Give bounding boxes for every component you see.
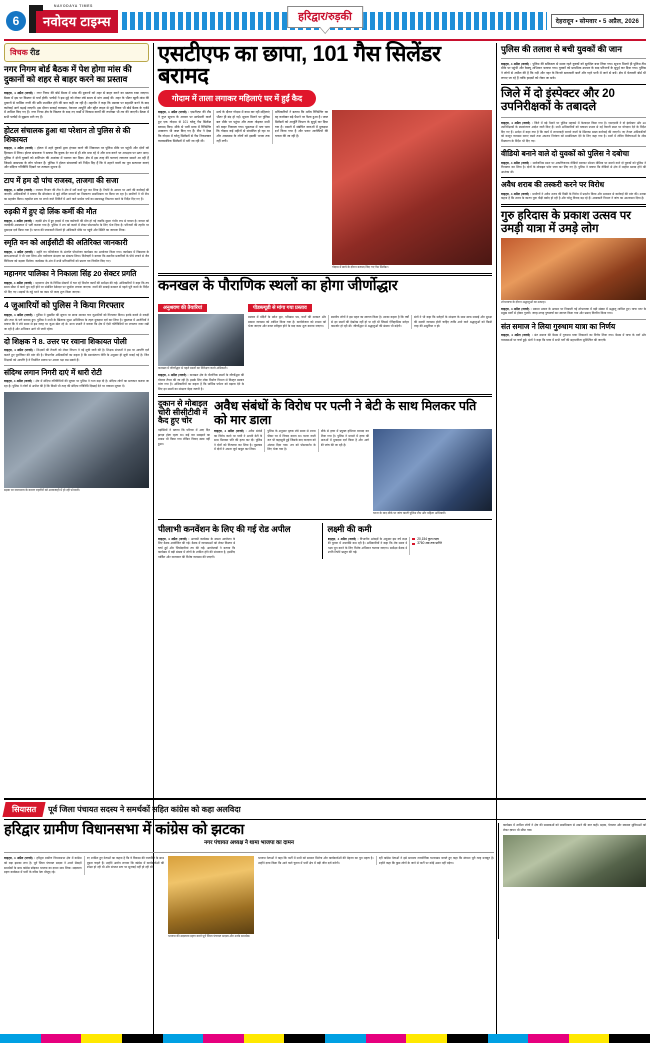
body-text: आगामी कार्यक्रम के सफल आयोजन के लिए बैठक आयोजित की गई। बैठक में व्यवस्थाओं को लेकर विस्तार से चर्चा हुई और जिम्मेदारियां तय की गईं। आयोजकों ने बताया कि कार्यक्रम में बड़ी संख्या में लोगों के शामिल होने की संभावना है, इसलिए पार्किंग और यातायात की विशेष व्यवस्था की जाएगी। bbox=[158, 536, 236, 559]
byline: बाइट्स, 4 अप्रैल (जनसे) : bbox=[501, 160, 532, 165]
color-swatch bbox=[203, 1034, 244, 1043]
left-story1-headline[interactable]: नगर निगम बोर्ड बैठक में पेश होगा मांस की दुकानों को शहर से बाहर करने का प्रस्ताव bbox=[4, 64, 132, 84]
divider bbox=[4, 852, 494, 853]
body-text: विभागीय आंकड़ों के अनुसार इस वर्ष लक्ष्य की तुलना में उपलब्धि कम रही है। अधिकारियों ने कहा कि शेष समय में लक्ष्य पूरा करने के लिए विशेष अभियान चलाया जाएगा। समीक्षा बैठक में प्रगति रिपोर्ट प्रस्तुत की गई। bbox=[327, 536, 408, 555]
left-story7-headline[interactable]: 4 जुआरियों को पुलिस ने किया गिरफ्तार bbox=[4, 300, 125, 311]
byline: बाइट्स, 4 अप्रैल (जनसे) : bbox=[4, 91, 36, 96]
color-swatch bbox=[81, 1034, 122, 1043]
body-text: संत समाज की बैठक में गुरुधाम यात्रा निकालने का निर्णय लिया गया। बैठक में यात्रा के मार्ग और व्यवस्थाओं पर चर्चा हुई। संतों ने कहा कि यात्रा में सभी वर्गों की सहभागिता सुनिश्चित की जाएगी। bbox=[501, 333, 646, 342]
bottom-right-photo bbox=[503, 835, 646, 887]
divider bbox=[158, 519, 492, 520]
body-text: पुलिस ने मुखबिर की सूचना पर छापा मारकर चार जुआरियों को गिरफ्तार किया। इनके कब्जे से नकदी और ताश के पत्ते बरामद हुए। पुलिस ने सभी के खिलाफ जुआ अधिनियम के तहत मुकदमा दर्ज कर लिया है। पूछताछ में आरोपियों ने बताया कि वे लंबे समय से इस जगह पर जुआ खेल रहे थे। थाना प्रभारी ने बताया कि क्षेत्र में ऐसी गतिविधियों पर लगातार नजर रखी जा रही है और अभियान आगे भी जारी रहेगा। bbox=[4, 312, 149, 331]
color-swatch bbox=[244, 1034, 285, 1043]
right-bottom-headline[interactable]: गुरु हरिदास के प्रकाश उत्सव पर उमड़ी यात्रा में उमड़े लोग bbox=[501, 209, 631, 235]
byline: बाइट्स, 4 अप्रैल (जनसे) : bbox=[501, 191, 532, 196]
logo-title: नवोदय टाइम्स bbox=[29, 10, 118, 33]
body-text: नगर निगम की बोर्ड बैठक में मांस की दुकानों को शहर से बाहर करने का प्रस्ताव रखा जाएगा। बैठक में इस पर विस्तार से चर्चा होगी। पार्षदों ने इस मुद्दे को लेकर लंबे समय से मांग उठाई थी। शहर के भीतर खुली मांस की दुकानों से धार्मिक नगरी की छवि प्रभावित होने की बात कही जा रही है। महापौर ने कहा कि प्रस्ताव पर सहमति बनने के बाद कार्रवाई आगे बढ़ाई जाएगी। इस दौरान सफाई व्यवस्था, पेयजल आपूर्ति और स्ट्रीट लाइट से जुड़े विषय भी बोर्ड बैठक के एजेंडे में शामिल किए गए हैं। नगर निगम क्षेत्र के विस्तार के बाद नए वार्डों में विकास कार्यों की रूपरेखा भी तय की जाएगी। बैठक में सभी पार्षदों से सुझाव मांगे गए हैं। bbox=[4, 91, 149, 120]
byline: बाइट्स, 4 अप्रैल (जनसे) : bbox=[4, 379, 35, 384]
divider bbox=[501, 319, 646, 320]
left-photo-caption: सड़क पर जलभराव के कारण राहगीरों को आवाजाही में हो रही परेशानी। bbox=[4, 487, 80, 492]
color-swatch bbox=[366, 1034, 407, 1043]
left-column-photo bbox=[4, 392, 149, 488]
lead-col-3: अधिकारियों ने बताया कि अवैध रिफिलिंग का यह कारोबार बड़े पैमाने पर फैला हुआ है। जब्त सिलेंडरों को आपूर्ति विभाग के सुपुर्द कर दिया गया है। मामले में संबंधित धाराओं में मुकदमा दर्ज किया गया है और फरार आरोपियों की तलाश की जा रही है। bbox=[274, 110, 328, 139]
center-mid-photo-caption: कनखल में जीर्णोद्धार से पहले स्थलों का निरीक्षण करते अधिकारी। bbox=[158, 366, 228, 371]
divider bbox=[501, 84, 646, 85]
divider bbox=[501, 204, 646, 207]
body-text: महानगर क्षेत्र के विभिन्न सेक्टरों में चल रहे निर्माण कार्यों की समीक्षा की गई। अधिकारियों ने कहा कि तय समय सीमा में कार्य पूरा नहीं होने पर संबंधित ठेकेदार पर जुर्माना लगाया जाएगा। नालों की सफाई बरसात से पहले पूरी करने के निर्देश भी दिए गए। सड़कों के गड्ढे भरने का काम भी जल्द शुरू किया जाएगा। bbox=[4, 280, 149, 294]
bottom-col-2: नए शामिल हुए नेताओं का कहना है कि वे विकास की राजनीति के साथ जुड़ना चाहते हैं। उन्होंने आरोप लगाया कि कांग्रेस में कार्यकर्ताओं की उपेक्षा हो रही थी और संगठन स्तर पर सुनवाई नहीं हो रही थी। bbox=[86, 856, 164, 870]
byline: बाइट्स, 4 अप्रैल (जनसे) : bbox=[501, 120, 533, 125]
divider bbox=[501, 177, 646, 178]
lead-col-2: छापे के दौरान गोदाम में काम कर रही महिलाएं भीतर ही बंद हो गईं। सूचना मिलने पर पुलिस बल मौके पर पहुंचा और ताला तोड़कर सभी को बाहर निकाला गया। पूछताछ में पता चला कि गोदाम कई महीनों से संचालित हो रहा था और आसपास के लोगों को इसकी भनक तक नहीं लगी। bbox=[216, 110, 270, 144]
right-anti-headline[interactable]: अवैध शराब की तस्करी करने पर विरोध bbox=[501, 180, 605, 190]
right-top-headline[interactable]: पुलिस की तलाश से बची युवकों की जान bbox=[501, 44, 622, 54]
figure-item-1: 20,154 कुल लक्ष्य bbox=[412, 537, 492, 542]
byline: बाइट्स, 4 अप्रैल (जनसे) : bbox=[4, 218, 35, 223]
divider bbox=[4, 123, 149, 124]
right-mid-headline[interactable]: जिले में दो इंस्पेक्टर और 20 उपनिरीक्षकों के तबादले bbox=[501, 87, 615, 113]
color-swatch bbox=[447, 1034, 488, 1043]
bottom-photo bbox=[168, 856, 254, 934]
right-anti-body bbox=[501, 192, 646, 201]
body-text: एसटीएफ की टीम ने गुप्त सूचना के आधार पर छापेमारी करते हुए एक गोदाम से 101 घरेलू गैस सिलेंडर बरामद किए। मौके से भारी मात्रा में रिफिलिंग उपकरण भी जब्त किए गए हैं। टीम ने देखा कि गोदाम में घरेलू सिलेंडरों से गैस निकालकर व्यावसायिक सिलेंडरों में भरी जा रही थी। bbox=[158, 110, 212, 144]
bottom-col-4: वहीं कांग्रेस नेताओं ने इसे सामान्य राजनीतिक घटनाक्रम बताते हुए कहा कि संगठन पूरी तरह मजबूत है। उन्होंने कहा कि कुछ लोगों के जाने से पार्टी पर कोई असर नहीं पड़ेगा। bbox=[378, 856, 494, 865]
center-lower-headline[interactable]: अवैध संबंधों के विरोध पर पत्नी ने बेटी के साथ मिलकर पति को मार डाला bbox=[214, 399, 477, 427]
color-swatch bbox=[406, 1034, 447, 1043]
right-mid2-headline[interactable]: वीडियो बनाने वाले दो युवकों को पुलिस ने दबोचा bbox=[501, 149, 630, 159]
byline: बाइट्स, 4 अप्रैल (जनसे) : bbox=[158, 373, 189, 377]
right-sant-headline[interactable]: संत समाज ने लिया गुरुधाम यात्रा का निर्णय bbox=[501, 321, 616, 331]
siyasat-tag-label: सियासत bbox=[12, 805, 37, 814]
color-swatch bbox=[569, 1034, 610, 1043]
body-text: रुड़की क्षेत्र में हुए हादसे में एक कर्मचारी की मौत हो गई जबकि दूसरा गंभीर रूप से घायल है। घायल को नजदीकी अस्पताल में भर्ती कराया गया है। पुलिस ने शव को कब्जे में लेकर पोस्टमार्टम के लिए भेज दिया है। परिजनों की तहरीर पर मुकदमा दर्ज किया गया है। घटना की जानकारी मिलते ही अधिकारी मौके पर पहुंचे और स्थिति का जायजा लिया। bbox=[4, 218, 149, 232]
divider bbox=[4, 87, 149, 88]
color-swatch bbox=[122, 1034, 163, 1043]
left-story3-headline[interactable]: टाप में हम दो पांच राजस्व, ताजगा की सजा bbox=[4, 176, 119, 186]
divider bbox=[4, 297, 149, 298]
byline: बाइट्स, 4 अप्रैल (जनसे) : bbox=[4, 280, 35, 285]
left-story4-headline[interactable]: रुड़की में हुए दो लिंक कर्मी की मौत bbox=[4, 207, 97, 217]
right-bottom-photo-caption: शोभायात्रा के दौरान श्रद्धालुओं का उत्साह। bbox=[501, 299, 546, 304]
byline: बाइट्स, 4 अप्रैल (जनसे) : bbox=[158, 110, 190, 114]
siyasat-subtag: पूर्व जिला पंचायत सदस्य ने समर्थकों सहित कांग्रेस को कहा अलविदा bbox=[48, 805, 241, 814]
dateline: देहरादून • सोमवार • 5 अप्रैल, 2026 bbox=[551, 14, 644, 28]
byline: बाइट्स, 4 अप्रैल (जनसे) : bbox=[158, 536, 190, 541]
byline: बाइट्स, 4 अप्रैल (जनसे) : bbox=[4, 312, 35, 317]
color-swatch bbox=[325, 1034, 366, 1043]
center-lower-photo bbox=[373, 429, 492, 511]
color-swatch bbox=[0, 1034, 41, 1043]
divider bbox=[4, 266, 149, 267]
quick-read-label-b: रीड bbox=[29, 48, 40, 57]
center-lower-photo-caption: घटना के बाद मौके पर जांच करती पुलिस टीम और महिला अधिकारी। bbox=[373, 511, 447, 516]
body-text: स्मृति वन परियोजना के अंतर्गत पौधरोपण कार्यक्रम का आयोजन किया गया। कार्यक्रम में विद्यालय के छात्र-छात्राओं ने भी भाग लिया और पर्यावरण संरक्षण का संकल्प लिया। विशेषज्ञों ने बताया कि स्थानीय प्रजातियों के पौधे लगाने से जैव विविधता को बढ़ावा मिलेगा। कार्यक्रम के अंत में सभी प्रतिभागियों को प्रमाण पत्र वितरित किए गए। bbox=[4, 249, 149, 263]
left-story7-body bbox=[4, 313, 149, 331]
bottom-col-1 bbox=[4, 856, 82, 874]
divider bbox=[4, 204, 149, 205]
masthead bbox=[0, 0, 650, 38]
left-story2-body bbox=[4, 146, 149, 170]
center-mid-photo bbox=[158, 314, 244, 366]
left-story4-body bbox=[4, 219, 149, 233]
color-swatch bbox=[609, 1034, 650, 1043]
center-mid-col-3: स्थानीय लोगों ने इस पहल का स्वागत किया है। उनका कहना है कि वर्षों से इन स्थलों की देखरेख नहीं हो पा रही थी जिससे ऐतिहासिक धरोहर कमजोर हो रही थी। जीर्णोद्धार से श्रद्धालुओं की संख्या भी बढ़ेगी। bbox=[331, 315, 409, 329]
right-mid2-body bbox=[501, 161, 646, 175]
bottom-photo-caption: भाजपा की सदस्यता ग्रहण करते पूर्व जिला पंचायत सदस्य और उनके समर्थक। bbox=[168, 934, 251, 939]
divider bbox=[4, 334, 149, 335]
right-sant-body bbox=[501, 333, 646, 342]
body-text: प्रकाश उत्सव के अवसर पर निकाली गई शोभायात्रा में बड़ी संख्या में श्रद्धालु शामिल हुए। यात्रा नगर के प्रमुख मार्गों से होकर गुजरी। जगह-जगह पुष्पवर्षा कर स्वागत किया गया और प्रसाद वितरित किया गया। bbox=[501, 306, 646, 316]
color-registration-bar bbox=[0, 1034, 650, 1043]
left-story2-headline[interactable]: होटल संचालक हुआ था परेशान तो पुलिस से की शिकायत bbox=[4, 126, 131, 144]
body-text: राजस्व विभाग की टीम ने क्षेत्र में सर्वे कार्य पूरा कर लिया है। रिपोर्ट के आधार पर आगे की कार्रवाई की जाएगी। अधिकारियों ने बताया कि सीमांकन से जुड़े लंबित मामलों का निस्तारण प्राथमिकता पर किया जा रहा है। ग्रामीणों ने भी टीम का सहयोग किया। तहसील स्तर पर लगने वाले शिविरों में आने वाले प्रार्थना पत्रों का समयबद्ध निपटारा करने के निर्देश दिए गए हैं। bbox=[4, 187, 149, 201]
center-bottom-right-body bbox=[328, 537, 408, 555]
lead-photo bbox=[332, 110, 492, 265]
figure-item-2: 3760 अब तक प्राप्ति bbox=[412, 541, 492, 546]
divider bbox=[501, 146, 646, 147]
color-swatch bbox=[488, 1034, 529, 1043]
right-bottom-body bbox=[501, 307, 646, 316]
center-lower-col-1 bbox=[214, 429, 262, 452]
bottom-col-5: कार्यक्रम में शामिल लोगों ने क्षेत्र की समस्याओं को प्राथमिकता से उठाने की बात कही। सड़क, पेयजल और स्वास्थ्य सुविधाओं को लेकर ज्ञापन भी सौंपा गया। bbox=[503, 823, 646, 832]
divider bbox=[4, 365, 149, 366]
byline: बाइट्स, 4 अप्रैल (जनसे) : bbox=[501, 333, 533, 338]
byline: बाइट्स, 4 अप्रैल (जनसे) : bbox=[501, 306, 532, 311]
logo-kicker-text: NAVODAYA TIMES bbox=[53, 3, 93, 8]
body-text: ग्रामीणों ने अवैध शराब की बिक्री के विरोध में प्रदर्शन किया और प्रशासन से कार्रवाई की मांग की। उनका कहना है कि शराब के कारण युवा पीढ़ी बर्बाद हो रही है और घरेलू विवाद बढ़ रहे हैं। आबकारी विभाग ने जांच का आश्वासन दिया है। bbox=[501, 191, 646, 201]
color-swatch bbox=[41, 1034, 82, 1043]
byline: बाइट्स, 4 अप्रैल (जनसे) : bbox=[4, 348, 36, 353]
siyasat-banner bbox=[4, 798, 646, 820]
bottom-headline[interactable]: हरिद्वार ग्रामीण विधानसभा में कांग्रेस को झटका bbox=[4, 822, 245, 838]
publication-logo[interactable] bbox=[29, 3, 118, 33]
bottom-subheadline: नगर पंचायत अध्यक्ष ने थामा भाजपा का दामन bbox=[204, 840, 294, 847]
quick-read-box bbox=[4, 43, 149, 62]
left-story1-body bbox=[4, 91, 149, 120]
left-story5-body bbox=[4, 250, 149, 264]
byline: बाइट्स, 4 अप्रैल (जनसे) : bbox=[4, 856, 36, 861]
center-mid-col-1 bbox=[158, 373, 244, 391]
byline: बाइट्स, 4 अप्रैल (जनसे) : bbox=[501, 61, 532, 66]
byline: बाइट्स, 4 अप्रैल (जनसे) : bbox=[327, 536, 359, 541]
center-bottom-right-headline[interactable]: लक्ष्मी की कमी bbox=[327, 524, 372, 535]
lead-photo-caption: गोदाम में छापे के दौरान बरामद किए गए गैस सिलेंडर। bbox=[332, 265, 389, 269]
edition-tab[interactable]: हरिद्वार/रुड़की bbox=[287, 6, 363, 28]
body-text: अवैध संबंधों का विरोध करने पर पत्नी ने अपनी बेटी के साथ मिलकर पति की हत्या कर दी। पुलिस ने दोनों को गिरफ्तार कर लिया है। पूछताछ में दोनों ने अपना जुर्म कबूल कर लिया। bbox=[214, 429, 263, 452]
color-swatch bbox=[528, 1034, 569, 1043]
divider bbox=[501, 117, 646, 118]
bottom-section bbox=[4, 795, 646, 1031]
divider bbox=[158, 273, 492, 276]
siyasat-tag bbox=[2, 802, 45, 817]
center-lower-left-body: पड़ोसियों ने बताया कि परिवार में आए दिन झगड़ा होता रहता था। कई बार समझाने का प्रयास भी किया गया लेकिन विवाद खत्म नहीं हुआ। bbox=[158, 428, 210, 446]
left-story6-headline[interactable]: महानगर पालिका ने निकाला सिंह 20 सेक्टर प्रगति bbox=[4, 269, 137, 279]
body-text: सार्वजनिक स्थल पर आपत्तिजनक वीडियो बनाकर सोशल मीडिया पर डालने वाले दो युवकों को पुलिस ने गिरफ्तार कर लिया है। दोनों के मोबाइल फोन जब्त कर लिए गए हैं। पुलिस ने बताया कि वीडियो से क्षेत्र में माहौल खराब होने की आशंका थी। bbox=[501, 160, 646, 174]
byline: बाइट्स, 4 अप्रैल (जनसे) : bbox=[214, 429, 247, 434]
center-bottom-left-headline[interactable]: पीलाभी कनवेंशन के लिए की गई रोड अपील bbox=[158, 524, 291, 535]
lead-col-1 bbox=[158, 110, 211, 144]
center-lower-left-headline[interactable]: दुकान से मोबाइल चोरी सीसीटीवी में कैद हुए चोर bbox=[158, 399, 208, 426]
byline: बाइट्स, 4 अप्रैल (जनसे) : bbox=[4, 249, 36, 254]
center-mid-col-2: प्रस्ताव में मंदिरों के प्रवेश द्वार, परिक्रमा पथ, घाटों की मरम्मत और प्रकाश व्यवस्था को शामिल किया गया है। कार्ययोजना को शासन को भेजा जाएगा और बजट स्वीकृत होने के बाद काम शुरू कराया जाएगा। bbox=[248, 315, 326, 329]
body-text: कनखल क्षेत्र के पौराणिक स्थलों के जीर्णोद्धार की योजना तैयार की जा रही है। इसके लिए लोक निर्माण विभाग से विस्तृत प्रस्ताव मांगा गया है। अधिकारियों का कहना है कि धार्मिक पर्यटन को बढ़ावा देने के लिए इन स्थलों का संरक्षण बेहद जरूरी है। bbox=[158, 373, 244, 391]
left-story8-headline[interactable]: दो शिक्षक ने 8. उत्तर पर रवाना शिकायत पोली bbox=[4, 337, 127, 347]
body-text: होटल में ठहरे युवकों द्वारा हंगामा करने की शिकायत पर पुलिस मौके पर पहुंची और दोनों को हिरासत में लिया। होटल संचालक ने बताया कि युवक देर रात से ही शोर मचा रहे थे और मना करने पर अभद्रता पर उतर आए। पुलिस ने दोनों युवकों को शांतिभंग की आशंका में चालान कर दिया। क्षेत्र में इस तरह की घटनाएं लगातार सामने आ रही हैं जिससे आसपास के लोग परेशान हैं। पुलिस ने होटल संचालकों को निर्देश दिए हैं कि वे ठहरने वालों का पूरा सत्यापन कराएं और संदिग्ध गतिविधि दिखने पर तत्काल सूचना दें। bbox=[4, 145, 149, 170]
left-story8-body bbox=[4, 348, 149, 362]
body-text: पुलिस की सक्रियता से समय रहते युवकों को सुरक्षित बचा लिया गया। सूचना मिलते ही पुलिस टीम मौके पर पहुंची और रेस्क्यू अभियान चलाया गया। युवकों को प्राथमिक उपचार के बाद परिजनों के सुपुर्द कर दिया गया। पुलिस ने लोगों से अपील की है कि नदी और नहर के किनारे सावधानी बरतें और गहरे पानी में जाने से बचें। क्षेत्र में चेतावनी बोर्ड भी लगाए जा रहे हैं ताकि हादसों को रोका जा सके। bbox=[501, 61, 646, 81]
left-story9-headline[interactable]: संदिग्ध लगान निगरी दाएं में धारी रोटी bbox=[4, 368, 102, 378]
divider bbox=[501, 58, 646, 59]
right-bottom-photo bbox=[501, 238, 646, 300]
right-mid-body bbox=[501, 121, 646, 144]
center-bottom-left-body bbox=[158, 537, 235, 560]
quick-read-label-a: विचक bbox=[10, 48, 28, 57]
divider bbox=[158, 394, 492, 397]
center-mid-headline[interactable]: कनखल के पौराणिक स्थलों का होगा जीर्णोद्धार bbox=[158, 277, 398, 294]
body-text: क्षेत्र में संदिग्ध गतिविधियों की सूचना पर पुलिस ने गश्त बढ़ा दी है। संदिग्ध लोगों का सत्यापन कराया जा रहा है। पुलिस ने लोगों से अपील की है कि किसी भी तरह की संदिग्ध गतिविधि दिखाई देने पर तत्काल सूचना दें। bbox=[4, 379, 149, 389]
byline: बाइट्स, 4 अप्रैल (जनसे) : bbox=[4, 187, 35, 192]
center-mid-col-4: संतों ने भी कहा कि धरोहरों के संरक्षण के साथ साफ सफाई और सुरक्षा की स्थायी व्यवस्था होनी चाहिए ताकि आने वाले श्रद्धालुओं को किसी तरह की असुविधा न हो। bbox=[414, 315, 492, 329]
left-story6-body bbox=[4, 281, 149, 295]
left-story9-body bbox=[4, 379, 149, 388]
body-text: हरिद्वार ग्रामीण विधानसभा क्षेत्र में कांग्रेस को बड़ा झटका लगा है। पूर्व जिला पंचायत सदस्य ने अपने सैकड़ों समर्थकों के साथ कांग्रेस छोड़कर भाजपा का दामन थाम लिया। सदस्यता ग्रहण कार्यक्रम में पार्टी के वरिष्ठ नेता मौजूद रहे। bbox=[4, 856, 82, 874]
left-story5-headline[interactable]: स्मृति वन को आईसीटी की अतिरिक्त जानकारी bbox=[4, 238, 128, 248]
body-text: शिक्षकों की तैनाती को लेकर विभाग ने नई सूची जारी की है। शिक्षक संगठनों ने इस पर आपत्ति दर्ज कराते हुए पुनर्विचार की मांग की है। विभागीय अधिकारियों का कहना है कि स्थानांतरण नीति के अनुसार ही सूची बनाई गई है। जिन शिक्षकों को आपत्ति है वे निर्धारित प्रारूप पर अपना पक्ष रख सकते हैं। bbox=[4, 348, 149, 362]
right-top-body bbox=[501, 62, 646, 81]
divider bbox=[4, 235, 149, 236]
bottom-col-3: भाजपा नेताओं ने कहा कि पार्टी में सभी को सम्मान मिलेगा और कार्यकर्ताओं की मेहनत का पूरा महत्व है। उन्होंने दावा किया कि आने वाले चुनाव में पार्टी क्षेत्र में बड़ी जीत दर्ज करेगी। bbox=[258, 856, 374, 865]
lead-red-banner: गोदाम में ताला लगाकर महिलाएं घर में हुईं कैद bbox=[158, 90, 316, 107]
lead-headline[interactable]: एसटीएफ का छापा, 101 गैस सिलेंडर बरामद bbox=[158, 41, 441, 88]
body-text: जिले में बड़े पैमाने पर पुलिस महकमे में फेरबदल किया गया है। एसएसपी ने दो इंस्पेक्टर और 20 उपनिरीक्षकों के स्थानांतरण आदेश जारी किए हैं। सभी अधिकारियों को तत्काल प्रभाव से नई तैनाती स्थल पर योगदान देने के निर्देश दिए गए हैं। आदेश में कहा गया है कि कार्य में लापरवाही बरतने वालों के खिलाफ सख्त कार्रवाई की जाएगी। नए तैनात अधिकारियों को कानून व्यवस्था बनाए रखने तथा अपराध नियंत्रण को प्राथमिकता देने के लिए कहा गया है। थानों में लंबित विवेचनाओं के शीघ्र निस्तारण के निर्देश भी दिए गए। bbox=[501, 120, 646, 143]
quick-read-label bbox=[10, 47, 143, 58]
center-mid-tag: अनुश्रवण की तैयारियां bbox=[158, 304, 207, 312]
byline: बाइट्स, 4 अप्रैल (जनसे) : bbox=[4, 145, 36, 150]
color-swatch bbox=[163, 1034, 204, 1043]
divider bbox=[4, 173, 149, 174]
page-number-badge: 6 bbox=[6, 11, 26, 31]
center-lower-col-3: मौके से हत्या में प्रयुक्त हथियार बरामद कर लिया गया है। पुलिस ने मामले में हत्या की धाराओं में मुकदमा दर्ज किया है और आगे की जांच की जा रही है। bbox=[320, 429, 369, 447]
left-story3-body bbox=[4, 188, 149, 202]
color-swatch bbox=[284, 1034, 325, 1043]
center-lower-col-2: पुलिस के अनुसार मृतक लंबे समय से शराब पीकर घर में विवाद करता था। घटना वाली रात भी कहासुनी हुई जिसके बाद वारदात को अंजाम दिया गया। शव को पोस्टमार्टम के लिए भेजा गया है। bbox=[267, 429, 316, 452]
center-mid-subtag: पीडब्ल्यूडी से मांगा गया प्रस्ताव bbox=[248, 304, 312, 312]
